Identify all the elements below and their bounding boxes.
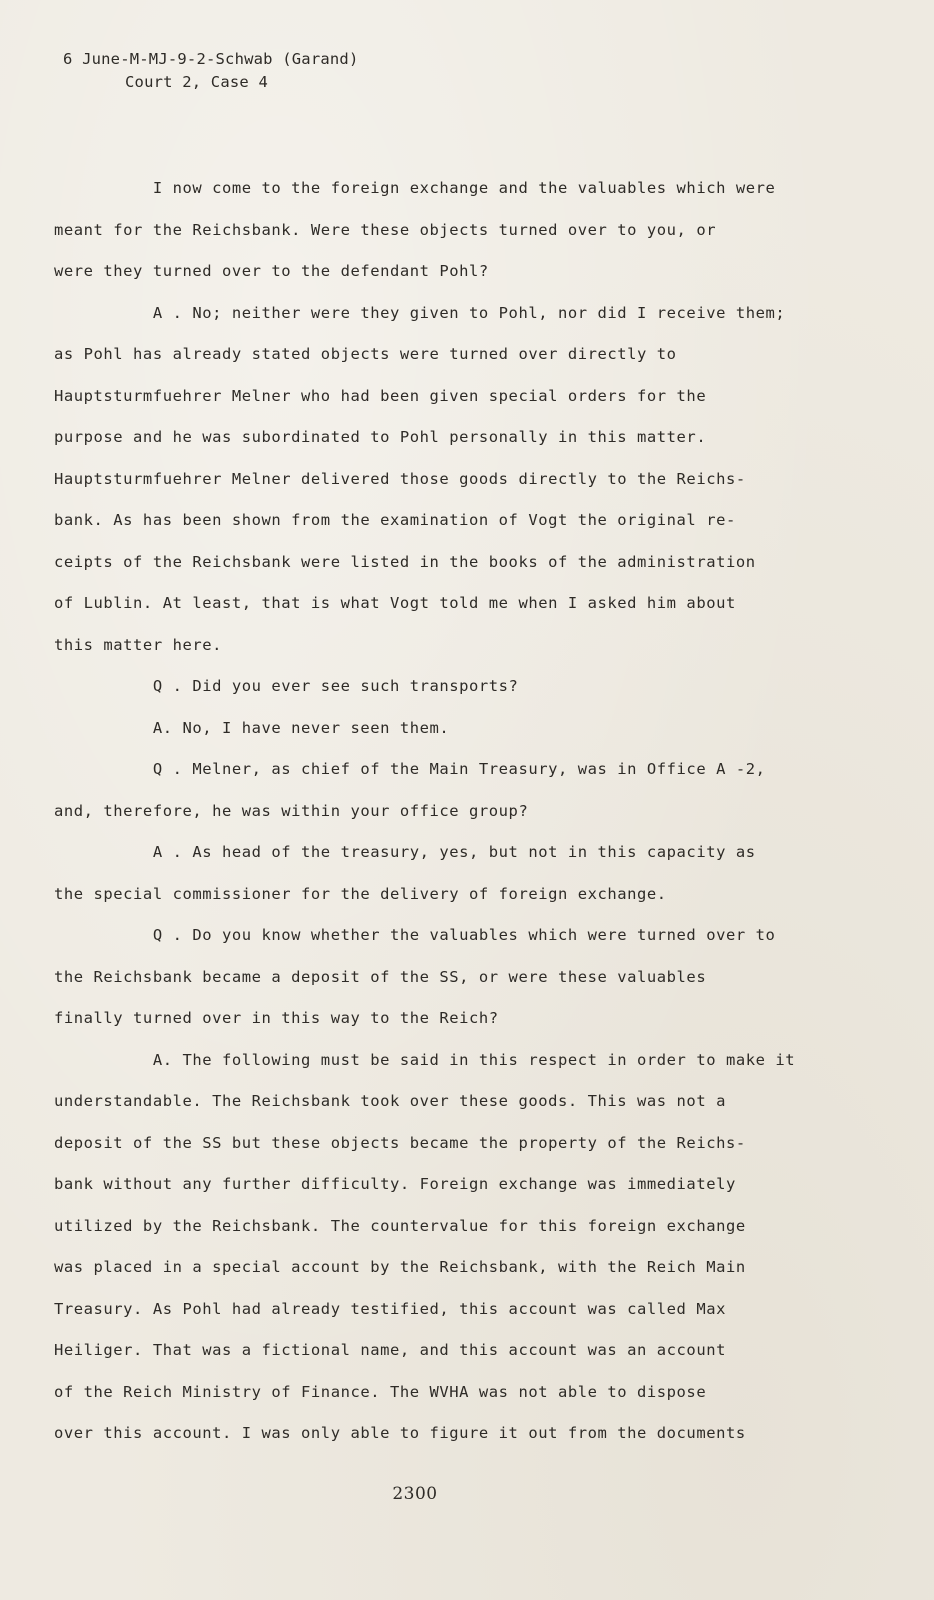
- transcript-line: Hauptsturmfuehrer Melner who had been given special orders for the: [54, 386, 707, 405]
- header-case-reference: 6 June-M-MJ-9-2-Schwab (Garand): [63, 50, 359, 68]
- header-court-case: Court 2, Case 4: [125, 73, 268, 91]
- transcript-line: ceipts of the Reichsbank were listed in the books of the administration: [54, 552, 756, 571]
- transcript-line: Hauptsturmfuehrer Melner delivered those goods directly to the Reichs-: [54, 469, 746, 488]
- transcript-body: [54, 168, 814, 1455]
- transcript-line: understandable. The Reichsbank took over these goods. This was not a: [54, 1092, 726, 1110]
- transcript-line: Q . Did you ever see such transports?: [54, 677, 519, 695]
- transcript-line: bank without any further difficulty. Foreign exchange was immediately: [54, 1175, 736, 1193]
- transcript-line: Treasury. As Pohl had already testified, this account was called Max: [54, 1299, 726, 1318]
- transcript-line: A . As head of the treasury, yes, but not in this capacity as: [54, 843, 756, 861]
- transcript-line: I now come to the foreign exchange and the valuables which were: [54, 179, 776, 197]
- transcript-line: A . No; neither were they given to Pohl, nor did I receive them;: [54, 303, 786, 322]
- document-header: [63, 48, 359, 94]
- transcript-line: the Reichsbank became a deposit of the SS, or were these valuables: [54, 967, 707, 986]
- transcript-line: Heiliger. That was a fictional name, and this account was an account: [54, 1341, 726, 1359]
- transcript-line: of Lublin. At least, that is what Vogt told me when I asked him about: [54, 594, 736, 612]
- transcript-line: meant for the Reichsbank. Were these objects turned over to you, or: [54, 220, 717, 239]
- transcript-line: were they turned over to the defendant Pohl?: [54, 262, 489, 280]
- transcript-line: the special commissioner for the delivery of foreign exchange.: [54, 884, 667, 903]
- transcript-line: A. The following must be said in this respect in order to make it: [54, 1050, 796, 1069]
- transcript-line: of the Reich Ministry of Finance. The WVHA was not able to dispose: [54, 1382, 707, 1401]
- transcript-line: bank. As has been shown from the examination of Vogt the original re-: [54, 511, 736, 529]
- transcript-line: was placed in a special account by the Reichsbank, with the Reich Main: [54, 1258, 746, 1276]
- transcript-line: purpose and he was subordinated to Pohl personally in this matter.: [54, 428, 707, 446]
- transcript-line: and, therefore, he was within your office group?: [54, 801, 529, 820]
- transcript-line: A. No, I have never seen them.: [54, 718, 450, 737]
- transcript-line: as Pohl has already stated objects were turned over directly to: [54, 345, 677, 363]
- transcript-line: this matter here.: [54, 635, 222, 654]
- transcript-line: utilized by the Reichsbank. The countervalue for this foreign exchange: [54, 1216, 746, 1235]
- transcript-line: Q . Do you know whether the valuables which were turned over to: [54, 926, 776, 944]
- transcript-line: deposit of the SS but these objects became the property of the Reichs-: [54, 1133, 746, 1152]
- transcript-line: finally turned over in this way to the Reich?: [54, 1009, 499, 1027]
- page-number: 2300: [392, 1484, 438, 1504]
- transcript-line: Q . Melner, as chief of the Main Treasury, was in Office A -2,: [54, 760, 766, 778]
- transcript-line: over this account. I was only able to figure it out from the documents: [54, 1424, 746, 1442]
